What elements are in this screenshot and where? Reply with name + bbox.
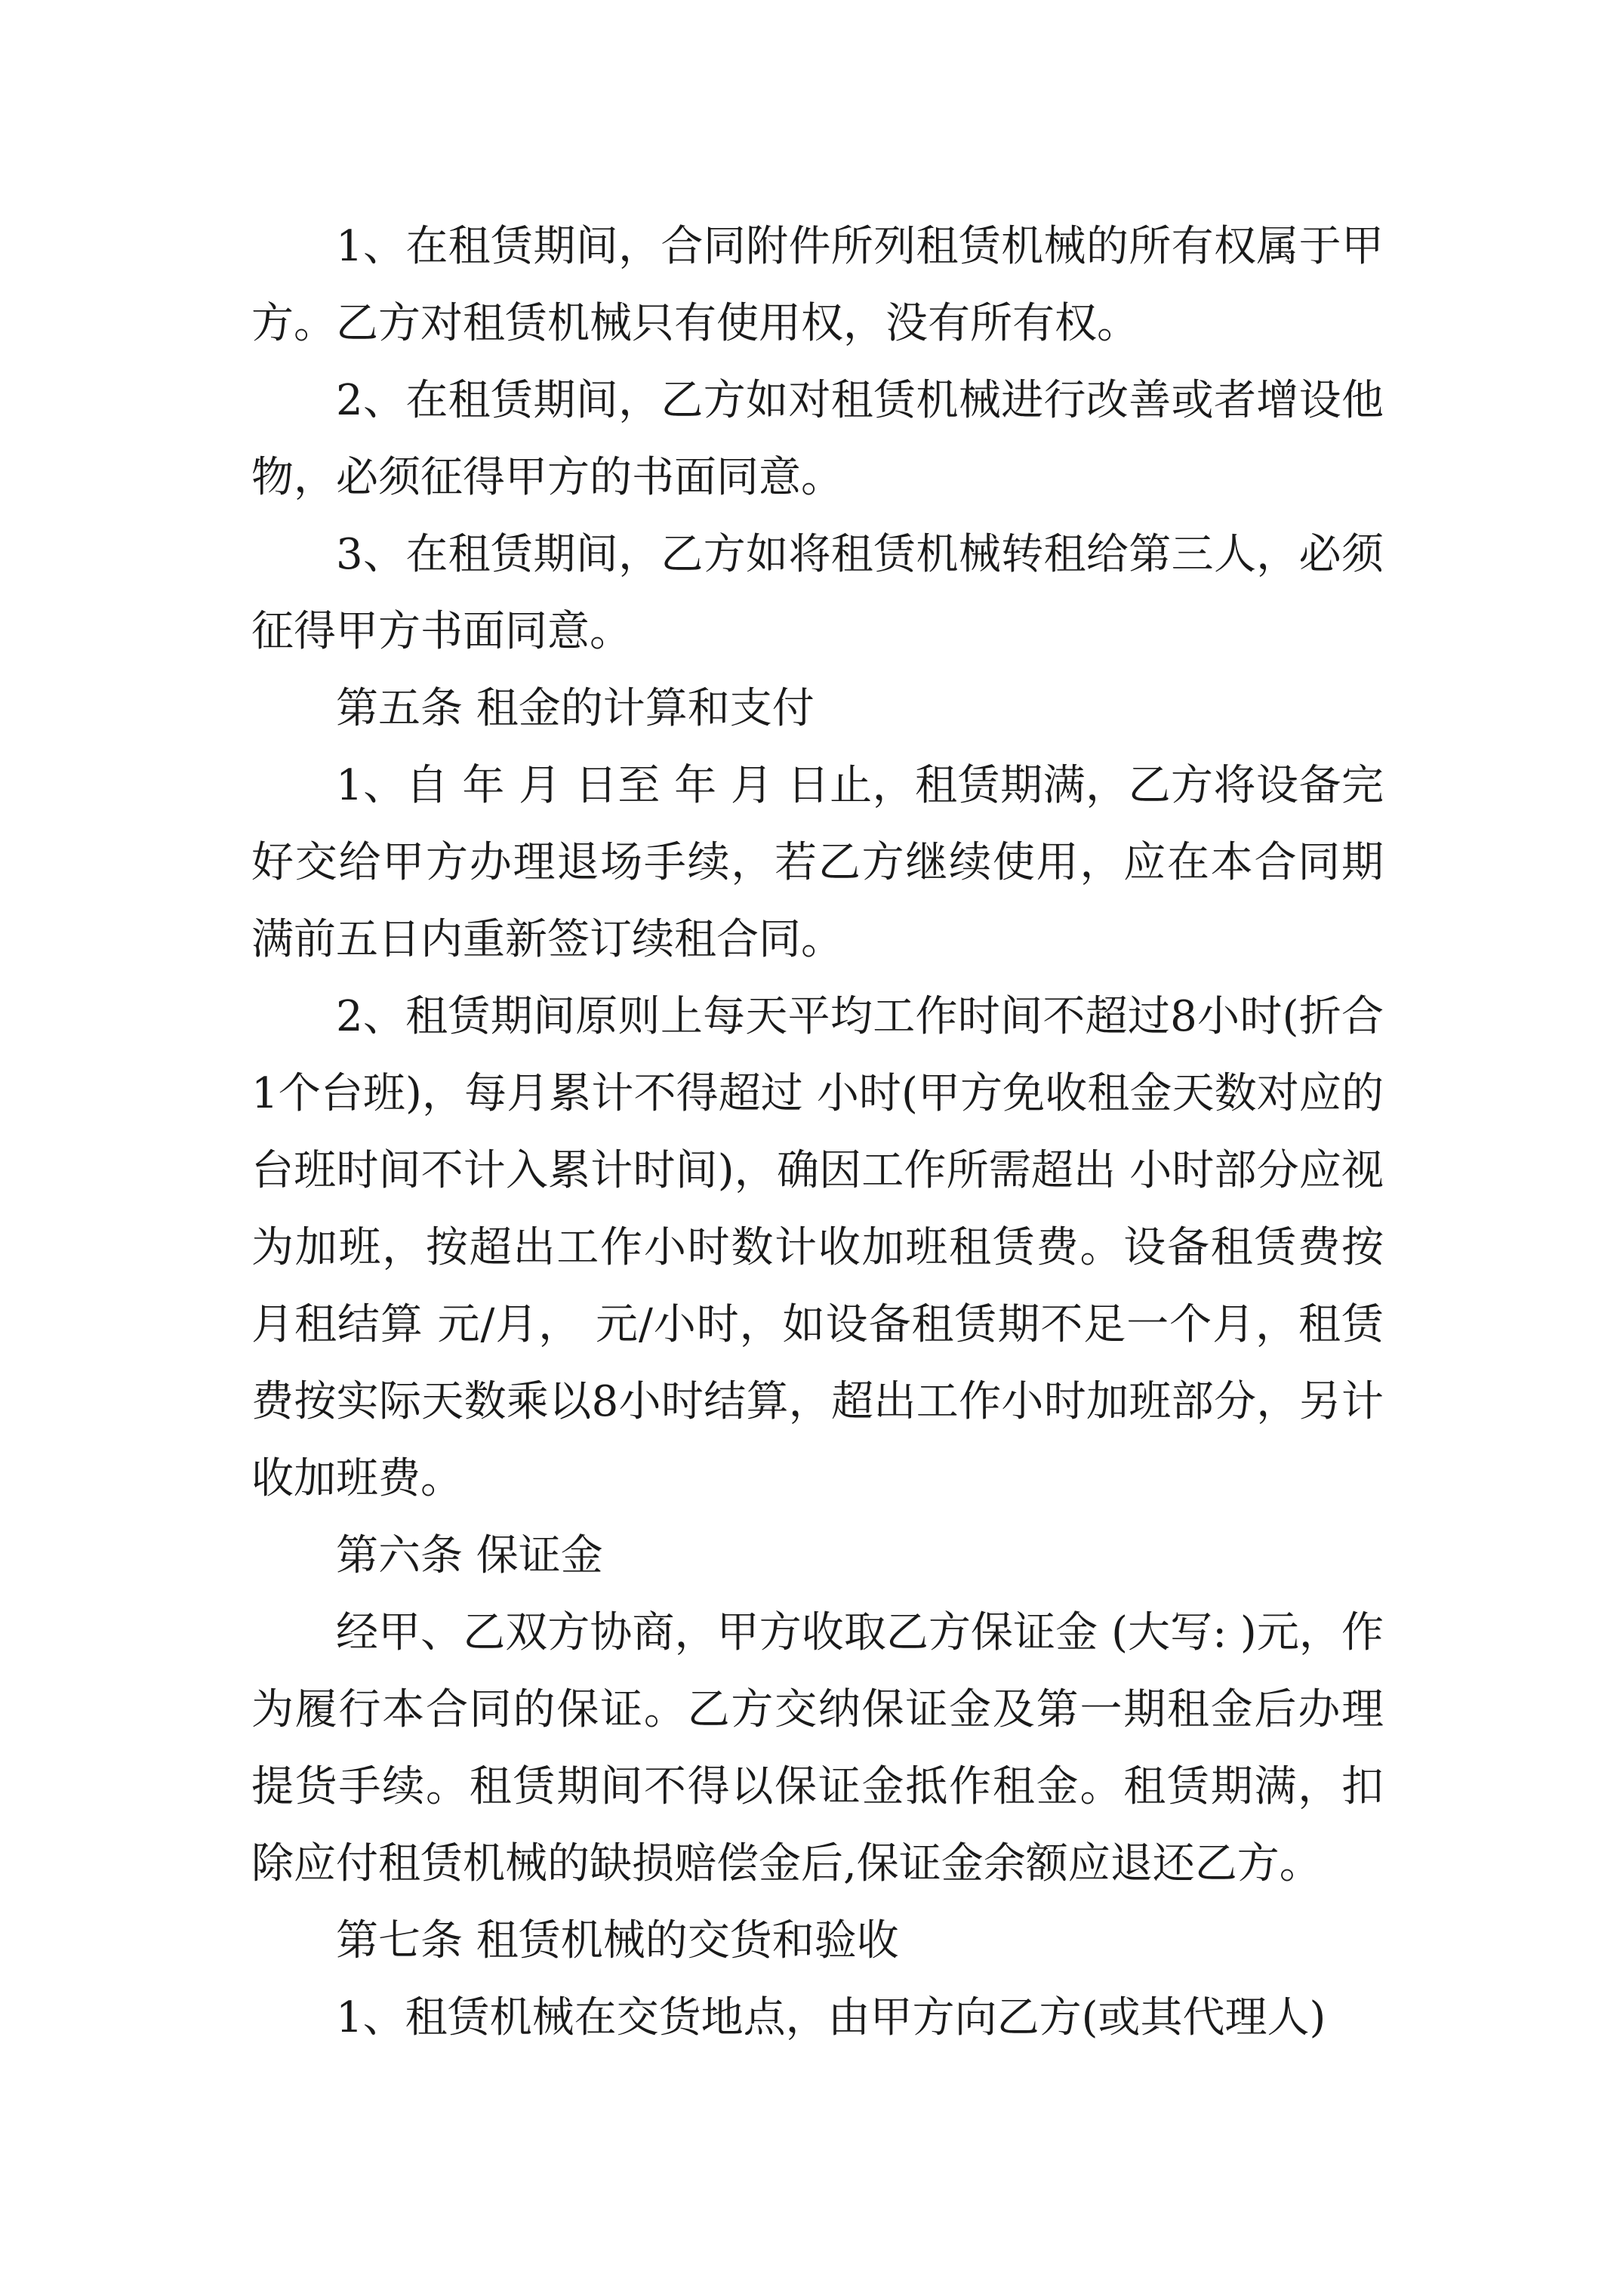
clause-ownership-2: 2、在租赁期间，乙方如对租赁机械进行改善或者增设他物，必须征得甲方的书面同意。 [251,376,1384,502]
document-body [251,208,1384,2057]
clause-rent-1: 1、自 年 月 日至 年 月 日止，租赁期满，乙方将设备完好交给甲方办理退场手续，若乙方继续使用，应在本合同期满前五日内重新签订续租合同。 [251,761,1384,964]
article-5-heading: 第五条 租金的计算和支付 [336,684,815,733]
clause-deposit: 经甲、乙双方协商，甲方收取乙方保证金 (大写: )元，作为履行本合同的保证。乙方交纳保证金及第一期租金后办理提货手续。租赁期间不得以保证金抵作租金。租赁期满，扣除应付租赁机械的缺损赔偿金后,保证金余额应退还乙方。 [251,1608,1384,1888]
article-7-heading: 第七条 租赁机械的交货和验收 [336,1916,899,1965]
clause-ownership-1: 1、在租赁期间，合同附件所列租赁机械的所有权属于甲方。乙方对租赁机械只有使用权，没有所有权。 [251,222,1384,348]
clause-rent-2: 2、租赁期间原则上每天平均工作时间不超过8小时(折合1个台班)，每月累计不得超过 小时(甲方免收租金天数对应的台班时间不计入累计时间)，确因工作所需超出 小时部分应视为加班，按超出工作小时数计收加班租赁费。设备租赁费按月租结算 元/月， 元/小时，如设备租赁期不足一个月，租赁费按实际天数乘以8小时结算，超出工作小时加班部分，另计收加班费。 [251,992,1384,1503]
article-6-heading: 第六条 保证金 [336,1531,603,1580]
clause-delivery-1: 1、租赁机械在交货地点，由甲方向乙方(或其代理人) [336,1993,1326,2042]
clause-ownership-3: 3、在租赁期间，乙方如将租赁机械转租给第三人，必须征得甲方书面同意。 [251,530,1384,656]
